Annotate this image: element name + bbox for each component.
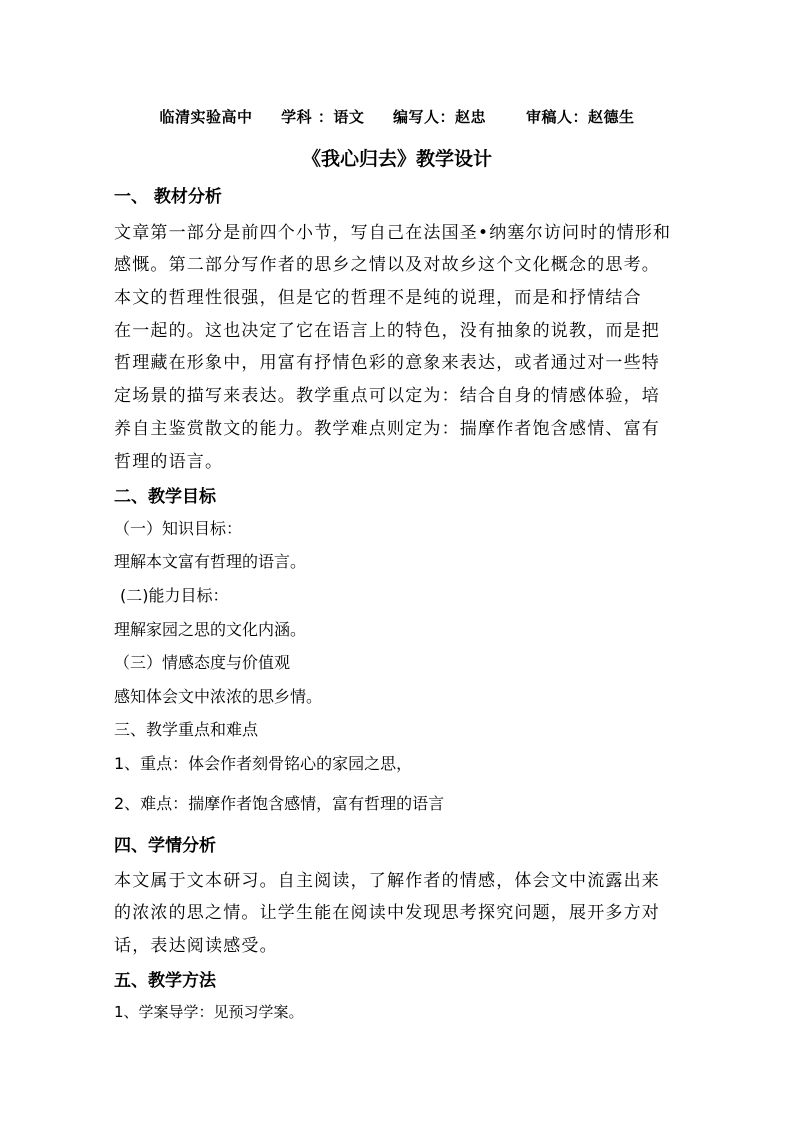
emotion-goal-text: 感知体会文中浓浓的思乡情。 (114, 687, 323, 706)
document-title: 《我心归去》教学设计 (301, 148, 492, 170)
method-item: 1、学案导学：见预习学案。 (114, 1003, 304, 1021)
section3-heading: 三、教学重点和难点 (114, 720, 259, 739)
section5-heading: 五、教学方法 (114, 971, 216, 991)
emotion-goal-label: （三）情感态度与价值观 (114, 653, 291, 672)
section1-line: 在一起的。这也决定了它在语言上的特色，没有抽象的说教，而是把 (114, 321, 660, 341)
section1-heading: 一、 教材分析 (114, 187, 222, 207)
section4-heading: 四、学情分析 (114, 836, 216, 856)
author-label: 编写人：赵忠 (392, 108, 486, 126)
document-header (0, 106, 794, 127)
section1-line: 感慨。第二部分写作者的思乡之情以及对故乡这个文化概念的思考。 (114, 255, 660, 275)
reviewer-label: 审稿人：赵德生 (526, 108, 635, 126)
section1-line: 本文的哲理性很强，但是它的哲理不是纯的说理，而是和抒情结合 (114, 288, 642, 308)
section1-line: 养自主鉴赏散文的能力。教学难点则定为：揣摩作者饱含感情、富有 (114, 419, 660, 439)
knowledge-goal-label: （一）知识目标： (114, 519, 243, 538)
section2-heading: 二、教学目标 (114, 487, 216, 507)
section4-line: 的浓浓的思之情。让学生能在阅读中发现思考探究问题，展开多方对 (114, 903, 660, 923)
knowledge-goal-text: 理解本文富有哲理的语言。 (114, 552, 307, 571)
section4-line: 本文属于文本研习。自主阅读，了解作者的情感，体会文中流露出来 (114, 871, 660, 891)
section1-line: 文章第一部分是前四个小节，写自己在法国圣•纳塞尔访问时的情形和 (114, 223, 672, 243)
ability-goal-label: (二)能力目标： (120, 586, 229, 605)
school-name: 临清实验高中 (159, 108, 253, 126)
section1-line: 定场景的描写来表达。教学重点可以定为：结合自身的情感体验，培 (114, 386, 660, 406)
subject-label: 学科 ：语文 (281, 108, 365, 126)
difficult-point-text: 2、难点：揣摩作者饱含感情，富有哲理的语言 (114, 794, 445, 813)
section1-line: 哲理藏在形象中，用富有抒情色彩的意象来表达，或者通过对一些特 (114, 353, 660, 373)
section4-line: 话，表达阅读感受。 (114, 936, 278, 956)
key-point-text: 1、重点：体会作者刻骨铭心的家园之思， (114, 754, 413, 773)
ability-goal-text: 理解家园之思的文化内涵。 (114, 620, 307, 639)
section1-line: 哲理的语言。 (114, 452, 224, 472)
